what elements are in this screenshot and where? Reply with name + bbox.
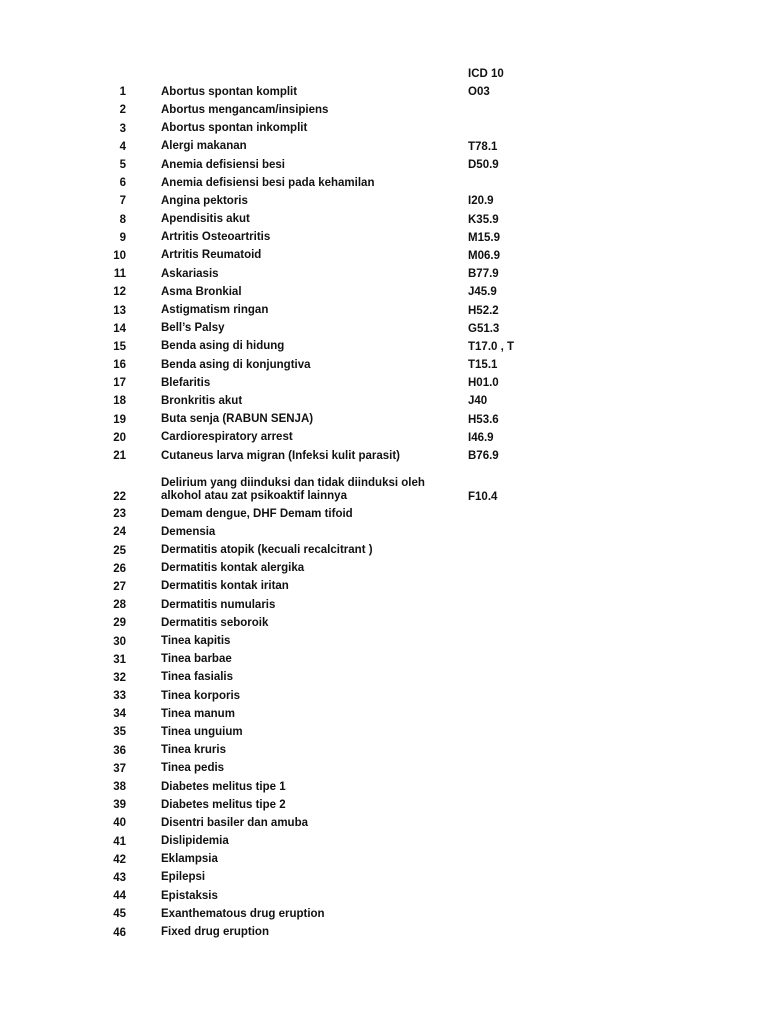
disease-name: Eklampsia (161, 853, 218, 866)
table-row (0, 833, 768, 851)
row-number: 5 (119, 159, 126, 172)
table-row (0, 247, 768, 265)
row-number: 4 (119, 140, 126, 153)
icd-code: O03 (468, 86, 490, 99)
row-number: 29 (113, 617, 126, 630)
row-number: 36 (113, 744, 126, 757)
icd-code: I46.9 (468, 431, 494, 444)
table-row (0, 283, 768, 301)
disease-name: Demensia (161, 525, 216, 538)
row-number: 38 (113, 781, 126, 794)
row-number: 39 (113, 799, 126, 812)
disease-name: Anemia defisiensi besi (161, 158, 285, 171)
disease-icd-table (0, 65, 768, 942)
disease-name: Dermatitis kontak iritan (161, 580, 289, 593)
table-row (0, 796, 768, 814)
disease-name: Bell’s Palsy (161, 322, 225, 335)
table-row (0, 156, 768, 174)
disease-name: Demam dengue, DHF Demam tifoid (161, 507, 353, 520)
disease-name: Tinea manum (161, 707, 235, 720)
row-number: 25 (113, 544, 126, 557)
row-number: 9 (119, 231, 126, 244)
disease-name: Anemia defisiensi besi pada kehamilan (161, 176, 375, 189)
row-number: 35 (113, 726, 126, 739)
row-number: 44 (113, 890, 126, 903)
disease-name: Tinea kapitis (161, 635, 231, 648)
table-row (0, 356, 768, 374)
table-row (0, 760, 768, 778)
disease-name: Disentri basiler dan amuba (161, 816, 308, 829)
disease-name: Delirium yang diinduksi dan tidak diinduksi oleh alkohol atau zat psikoaktif lainnya (161, 477, 425, 503)
row-number: 1 (119, 86, 126, 99)
row-number: 37 (113, 762, 126, 775)
table-row (0, 560, 768, 578)
table-row (0, 887, 768, 905)
icd-code: H01.0 (468, 377, 499, 390)
icd-code: B76.9 (468, 450, 499, 463)
table-row (0, 705, 768, 723)
row-number: 31 (113, 653, 126, 666)
icd-code: T78.1 (468, 140, 498, 153)
row-number: 10 (113, 249, 126, 262)
row-number: 24 (113, 526, 126, 539)
icd-code: K35.9 (468, 213, 499, 226)
table-row (0, 138, 768, 156)
table-row (0, 523, 768, 541)
icd-code: I20.9 (468, 195, 494, 208)
disease-name: Cardiorespiratory arrest (161, 431, 293, 444)
row-number: 6 (119, 177, 126, 190)
disease-name: Abortus spontan komplit (161, 85, 298, 98)
table-row (0, 596, 768, 614)
table-row (0, 392, 768, 410)
table-row (0, 778, 768, 796)
disease-name: Artritis Osteoartritis (161, 231, 271, 244)
disease-name: Diabetes melitus tipe 1 (161, 780, 286, 793)
disease-name: Abortus spontan inkomplit (161, 122, 308, 135)
disease-name: Exanthematous drug eruption (161, 907, 325, 920)
disease-name: Fixed drug eruption (161, 926, 269, 939)
row-number: 8 (119, 213, 126, 226)
disease-name: Buta senja (RABUN SENJA) (161, 413, 314, 426)
table-row (0, 542, 768, 560)
row-number: 32 (113, 671, 126, 684)
disease-name: Tinea unguium (161, 725, 243, 738)
table-row (0, 814, 768, 832)
disease-name: Blefaritis (161, 376, 211, 389)
row-number: 2 (119, 104, 126, 117)
disease-name: Benda asing di konjungtiva (161, 358, 311, 371)
table-row (0, 465, 768, 505)
icd-code: H53.6 (468, 413, 499, 426)
row-number: 26 (113, 562, 126, 575)
icd-code: B77.9 (468, 268, 499, 281)
table-row (0, 101, 768, 119)
disease-name: Alergi makanan (161, 140, 247, 153)
table-row (0, 429, 768, 447)
row-number: 17 (113, 377, 126, 390)
disease-name: Bronkritis akut (161, 394, 243, 407)
disease-name: Epistaksis (161, 889, 218, 902)
row-number: 30 (113, 635, 126, 648)
row-number: 7 (119, 195, 126, 208)
row-number: 22 (113, 491, 126, 504)
row-number: 27 (113, 580, 126, 593)
table-row (0, 869, 768, 887)
table-row (0, 374, 768, 392)
icd-code: M06.9 (468, 249, 500, 262)
row-number: 43 (113, 871, 126, 884)
table-row (0, 411, 768, 429)
table-row (0, 447, 768, 465)
row-number: 16 (113, 359, 126, 372)
disease-name: Dermatitis atopik (kecuali recalcitrant ) (161, 544, 373, 557)
disease-name: Dislipidemia (161, 835, 229, 848)
row-number: 46 (113, 926, 126, 939)
table-row (0, 301, 768, 319)
row-number: 20 (113, 431, 126, 444)
icd-code: G51.3 (468, 322, 500, 335)
disease-name: Diabetes melitus tipe 2 (161, 798, 286, 811)
disease-name: Asma Bronkial (161, 285, 242, 298)
table-row (0, 120, 768, 138)
table-row (0, 320, 768, 338)
disease-name: Astigmatism ringan (161, 304, 269, 317)
row-number: 14 (113, 322, 126, 335)
row-number: 18 (113, 395, 126, 408)
row-number: 21 (113, 450, 126, 463)
row-number: 19 (113, 413, 126, 426)
table-row (0, 632, 768, 650)
disease-name: Dermatitis numularis (161, 598, 276, 611)
table-row (0, 505, 768, 523)
icd-code: D50.9 (468, 159, 499, 172)
disease-name: Tinea kruris (161, 744, 226, 757)
header-row (0, 65, 768, 83)
row-number: 28 (113, 599, 126, 612)
table-row (0, 723, 768, 741)
disease-name: Dermatitis kontak alergika (161, 562, 305, 575)
table-row (0, 192, 768, 210)
icd-code: M15.9 (468, 231, 500, 244)
table-row (0, 174, 768, 192)
icd-code: H52.2 (468, 304, 499, 317)
table-row (0, 229, 768, 247)
disease-name: Tinea korporis (161, 689, 241, 702)
table-row (0, 923, 768, 941)
row-number: 11 (113, 268, 126, 281)
row-number: 33 (113, 690, 126, 703)
row-number: 34 (113, 708, 126, 721)
table-row (0, 265, 768, 283)
icd-code: F10.4 (468, 491, 498, 504)
icd-code: T15.1 (468, 359, 498, 372)
table-row (0, 905, 768, 923)
table-row (0, 578, 768, 596)
disease-name: Artritis Reumatoid (161, 249, 262, 262)
icd-code: T17.0 , T (468, 340, 515, 353)
table-row (0, 338, 768, 356)
row-number: 42 (113, 853, 126, 866)
icd-column-header: ICD 10 (468, 68, 504, 81)
table-row (0, 614, 768, 632)
disease-name: Apendisitis akut (161, 213, 250, 226)
disease-name: Tinea barbae (161, 653, 232, 666)
table-row (0, 742, 768, 760)
disease-name: Askariasis (161, 267, 219, 280)
table-row (0, 851, 768, 869)
table-row (0, 83, 768, 101)
row-number: 3 (119, 122, 126, 135)
row-number: 45 (113, 908, 126, 921)
disease-name: Dermatitis seboroik (161, 616, 269, 629)
disease-name: Epilepsi (161, 871, 206, 884)
row-number: 41 (113, 835, 126, 848)
icd-code: J45.9 (468, 286, 497, 299)
table-row (0, 669, 768, 687)
row-number: 15 (113, 340, 126, 353)
row-number: 40 (113, 817, 126, 830)
disease-name: Angina pektoris (161, 194, 248, 207)
table-row (0, 211, 768, 229)
disease-name: Abortus mengancam/insipiens (161, 103, 329, 116)
disease-name: Benda asing di hidung (161, 340, 285, 353)
disease-name: Cutaneus larva migran (Infeksi kulit parasit) (161, 449, 401, 462)
icd-code: J40 (468, 395, 488, 408)
disease-name: Tinea fasialis (161, 671, 234, 684)
disease-name: Tinea pedis (161, 762, 225, 775)
table-row (0, 687, 768, 705)
row-number: 13 (113, 304, 126, 317)
table-row (0, 651, 768, 669)
row-number: 23 (113, 508, 126, 521)
row-number: 12 (113, 286, 126, 299)
